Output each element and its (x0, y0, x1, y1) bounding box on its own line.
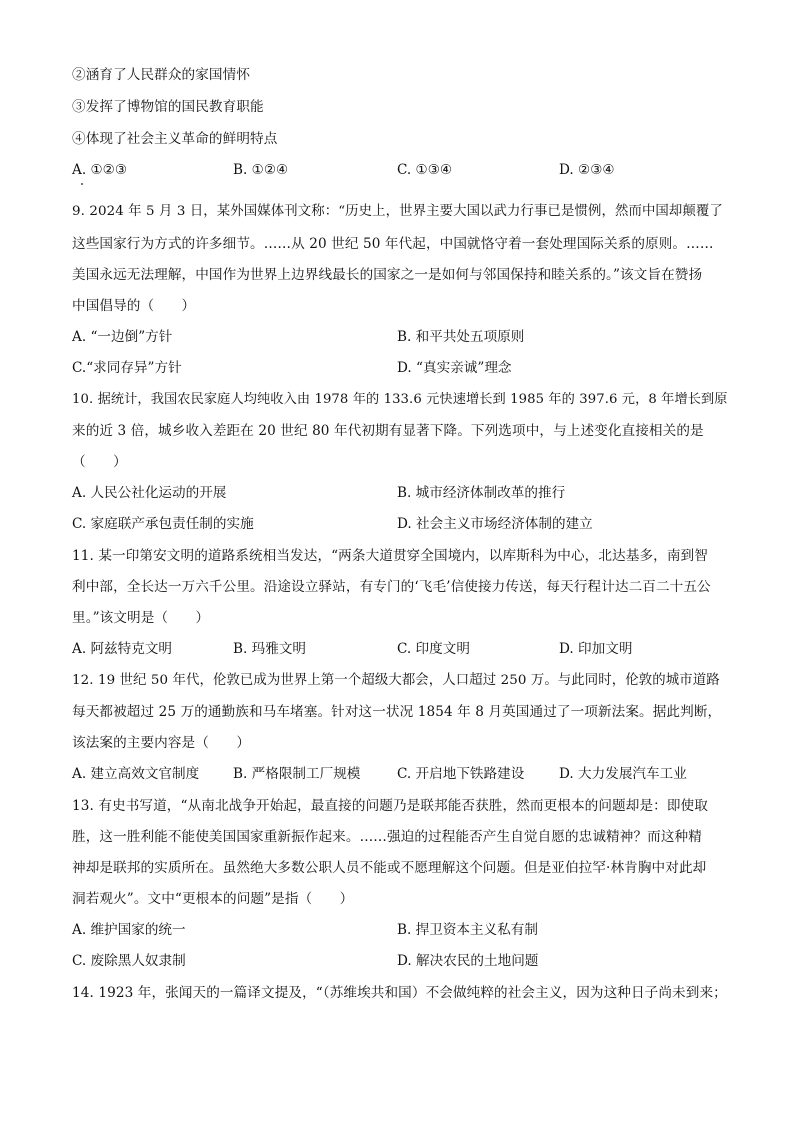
q10-option-c: C. 家庭联产承包责任制的实施 (72, 516, 254, 532)
q13-line-3: 神却是联邦的实质所在。虽然绝大多数公职人员不能或不愿理解这个问题。但是亚伯拉罕·林肯胸中对此却 (72, 860, 707, 876)
q9-option-c: C.“求同存异”方针 (72, 360, 182, 376)
q8-option-d: D. ②③④ (559, 162, 615, 178)
q11-line-2: 利中部，全长达一万六千公里。沿途设立驿站，有专门的‘飞毛’信使接力传送，每天行程计达二百二十五公 (72, 579, 711, 595)
q9-line-1: 9. 2024 年 5 月 3 日，某外国媒体刊文称：“历史上，世界主要大国以武力行事已是惯例，然而中国却颠覆了 (72, 204, 723, 219)
q8-option-c: C. ①③④ (397, 162, 453, 178)
q12-option-c: C. 开启地下铁路建设 (397, 766, 525, 782)
q12-option-b: B. 严格限制工厂规模 (233, 766, 361, 782)
q8-option-b: B. ①②④ (233, 162, 289, 178)
q13-line-2: 胜，这一胜利能不能使美国国家重新振作起来。……强迫的过程能否产生自觉自愿的忠诚精神？而这种精 (72, 829, 702, 845)
q9-line-3: 美国永远无法理解，中国作为世界上边界线最长的国家之一是如何与邻国保持和睦关系的。”该文旨在赞扬 (72, 267, 703, 283)
statement-2: ②涵育了人民群众的家国情怀 (72, 67, 251, 83)
q10-line-2: 来的近 3 倍，城乡收入差距在 20 世纪 80 年代初期有显著下降。下列选项中，与上述变化直接相关的是 (72, 423, 704, 439)
q10-line-3: （ ） (72, 454, 127, 470)
q12-option-a: A. 建立高效文官制度 (72, 766, 200, 782)
q11-line-1: 11. 某一印第安文明的道路系统相当发达，“两条大道贯穿全国境内，以库斯科为中心，北达基多，南到智 (72, 548, 708, 564)
q9-option-d: D. “真实亲诚”理念 (397, 360, 512, 376)
q10-option-a: A. 人民公社化运动的开展 (72, 485, 227, 501)
q13-option-d: D. 解决农民的土地问题 (397, 953, 539, 969)
stray-dot-mark (81, 183, 83, 185)
q14-line-1: 14. 1923 年，张闻天的一篇译文提及，“（苏维埃共和国）不会做纯粹的社会主义，因为这种日子尚未到来； (72, 985, 727, 1001)
q13-line-1: 13. 有史书写道，“从南北战争开始起，最直接的问题乃是联邦能否获胜，然而更根本的问题却是：即使取 (72, 798, 708, 814)
q10-line-1: 10. 据统计，我国农民家庭人均纯收入由 1978 年的 133.6 元快速增长到 1985 年的 397.6 元，8 年增长到原 (72, 392, 728, 407)
q9-option-b: B. 和平共处五项原则 (397, 329, 525, 345)
q13-line-4: 洞若观火”。文中“更根本的问题”是指（ ） (72, 891, 354, 907)
q13-option-c: C. 废除黑人奴隶制 (72, 953, 186, 969)
q11-line-3: 里。”该文明是（ ） (72, 610, 210, 626)
q11-option-b: B. 玛雅文明 (233, 641, 307, 657)
q12-option-d: D. 大力发展汽车工业 (559, 766, 687, 782)
q10-option-b: B. 城市经济体制改革的推行 (397, 485, 566, 501)
q12-line-2: 每天都被超过 25 万的通勤族和马车堵塞。针对这一状况 1854 年 8 月英国通过了一项新法案。据此判断， (72, 704, 722, 720)
q8-option-a: A. ①②③ (72, 162, 128, 178)
q11-option-c: C. 印度文明 (397, 641, 470, 657)
q11-option-a: A. 阿兹特克文明 (72, 641, 173, 657)
q13-option-b: B. 捍卫资本主义私有制 (397, 922, 538, 938)
q9-line-2: 这些国家行为方式的许多细节。……从 20 世纪 50 年代起，中国就恪守着一套处理国际关系的原则。…… (72, 236, 714, 252)
q11-option-d: D. 印加文明 (559, 641, 633, 657)
q9-option-a: A. “一边倒”方针 (72, 329, 173, 345)
q12-line-1: 12. 19 世纪 50 年代，伦敦已成为世界上第一个超级大都会，人口超过 250 万。与此同时，伦敦的城市道路 (72, 673, 720, 688)
q13-option-a: A. 维护国家的统一 (72, 922, 186, 938)
statement-3: ③发挥了博物馆的国民教育职能 (72, 99, 264, 115)
q12-line-3: 该法案的主要内容是（ ） (72, 735, 251, 751)
statement-4: ④体现了社会主义革命的鲜明特点 (72, 131, 278, 147)
q9-line-4: 中国倡导的（ ） (72, 298, 196, 314)
q10-option-d: D. 社会主义市场经济体制的建立 (397, 516, 593, 532)
